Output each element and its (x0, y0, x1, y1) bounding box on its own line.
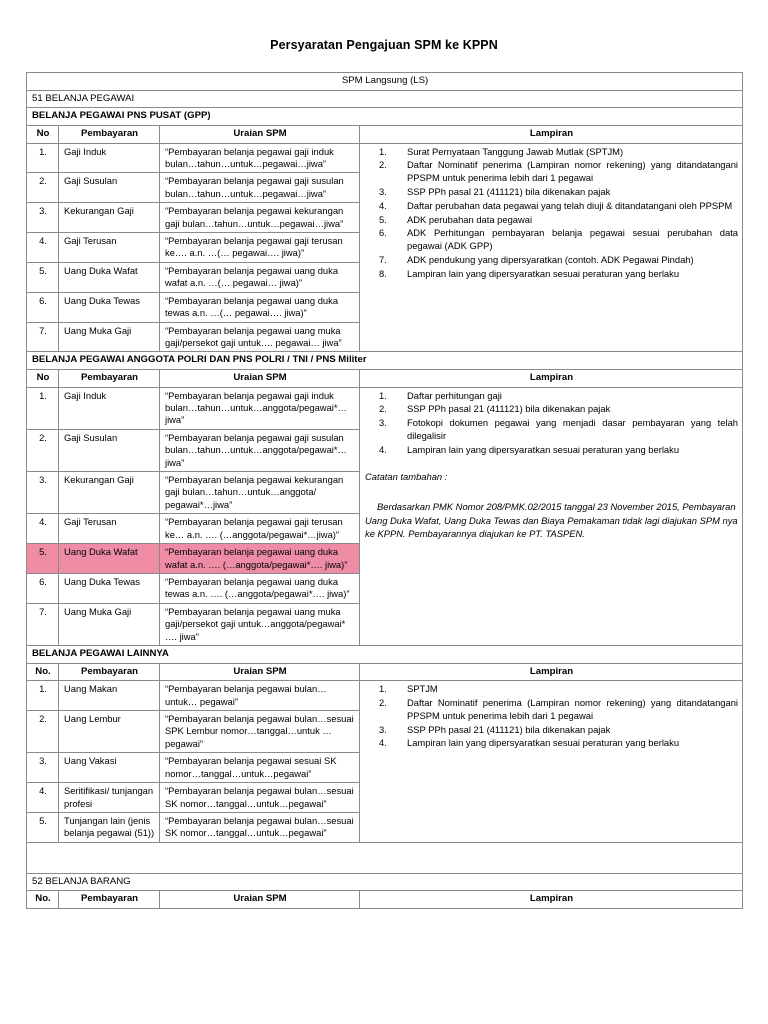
list-marker: 2. (379, 159, 387, 171)
list-text: Fotokopi dokumen pegawai yang menjadi dasar pembayaran yang telah dilegalisir (407, 417, 739, 441)
section-label-belanja-pegawai: 51 BELANJA PEGAWAI (27, 90, 743, 108)
catatan-heading: Catatan tambahan : (365, 470, 448, 482)
cell-no: 2. (27, 173, 59, 203)
banner-cell: SPM Langsung (LS) (27, 73, 743, 91)
cell-uraian: “Pembayaran belanja pegawai uang duka tewas a.n. …. (…anggota/pegawai*…. jiwa)” (160, 573, 360, 603)
cell-no: 6. (27, 292, 59, 322)
cell-uraian: “Pembayaran belanja pegawai uang duka wafat a.n. …. (…anggota/pegawai*…. jiwa)” (160, 544, 360, 574)
column-header-row-gpp (27, 125, 743, 143)
cell-no: 7. (27, 603, 59, 645)
col-header-no: No (27, 369, 59, 387)
banner-row (27, 73, 743, 91)
cell-no: 5. (27, 544, 59, 574)
list-marker: 5. (379, 213, 387, 225)
section-label-belanja-barang: 52 BELANJA BARANG (27, 873, 743, 891)
col-header-no: No (27, 125, 59, 143)
col-header-uraian: Uraian SPM (160, 369, 360, 387)
cell-uraian: “Pembayaran belanja pegawai gaji terusan ke…. a.n. …(… pegawai…. jiwa)” (160, 233, 360, 263)
col-header-uraian: Uraian SPM (160, 891, 360, 909)
list-text: SSP PPh pasal 21 (411121) bila dikenakan pajak (407, 723, 611, 735)
cell-uraian: “Pembayaran belanja pegawai gaji induk bulan…tahun…untuk…anggota/pegawai*…jiwa” (160, 387, 360, 429)
cell-pembayaran: Kekurangan Gaji (59, 203, 160, 233)
cell-uraian: “Pembayaran belanja pegawai bulan…sesuai SK nomor…tanggal…untuk…pegawai” (160, 812, 360, 842)
catatan-tambahan (365, 470, 738, 542)
col-header-no: No. (27, 663, 59, 681)
list-item (365, 268, 738, 281)
table-row (27, 143, 743, 173)
spacer-row (27, 842, 743, 873)
cell-pembayaran: Uang Makan (59, 681, 160, 711)
list-marker: 7. (379, 253, 387, 265)
cell-no: 2. (27, 429, 59, 471)
col-header-lampiran: Lampiran (360, 369, 743, 387)
list-text: SSP PPh pasal 21 (411121) bila dikenakan pajak (407, 185, 611, 197)
cell-no: 1. (27, 387, 59, 429)
list-item (365, 737, 738, 750)
list-marker: 3. (379, 417, 387, 429)
col-header-lampiran: Lampiran (360, 663, 743, 681)
subsection-row-polri (27, 352, 743, 370)
cell-no: 5. (27, 262, 59, 292)
lampiran-list-gpp (365, 146, 738, 281)
col-header-pembayaran: Pembayaran (59, 663, 160, 681)
list-item (365, 200, 738, 213)
cell-uraian: “Pembayaran belanja pegawai bulan…sesuai SPK Lembur nomor…tanggal…untuk …pegawai” (160, 711, 360, 753)
list-item (365, 683, 738, 696)
subsection-heading-lainnya: BELANJA PEGAWAI LAINNYA (27, 645, 743, 663)
cell-uraian: “Pembayaran belanja pegawai gaji induk bulan…tahun…untuk…pegawai…jiwa” (160, 143, 360, 173)
list-marker: 2. (379, 403, 387, 415)
cell-pembayaran: Gaji Induk (59, 143, 160, 173)
cell-pembayaran: Seritifikasi/ tunjangan profesi (59, 783, 160, 813)
list-item (365, 724, 738, 737)
cell-uraian: “Pembayaran belanja pegawai uang duka tewas a.n. …(… pegawai…. jiwa)” (160, 292, 360, 322)
cell-pembayaran: Kekurangan Gaji (59, 472, 160, 514)
list-item (365, 390, 738, 403)
list-item (365, 146, 738, 159)
cell-no: 3. (27, 203, 59, 233)
list-marker: 4. (379, 443, 387, 455)
cell-pembayaran: Uang Duka Wafat (59, 262, 160, 292)
cell-pembayaran: Uang Duka Tewas (59, 292, 160, 322)
cell-uraian: “Pembayaran belanja pegawai gaji susulan bulan…tahun…untuk…pegawai…jiwa” (160, 173, 360, 203)
page-title: Persyaratan Pengajuan SPM ke KPPN (270, 38, 498, 52)
section-row-belanja-barang (27, 873, 743, 891)
cell-pembayaran: Uang Duka Wafat (59, 544, 160, 574)
cell-lampiran-gpp (360, 143, 743, 352)
persyaratan-spm-table (26, 72, 743, 909)
list-marker: 3. (379, 185, 387, 197)
cell-uraian: “Pembayaran belanja pegawai sesuai SK nomor…tanggal…untuk…pegawai” (160, 753, 360, 783)
list-text: Daftar perubahan data pegawai yang telah diuji & ditandatangani oleh PPSPM (407, 199, 733, 211)
list-text: ADK Perhitungan pembayaran belanja pegawai sesuai perubahan data pegawai (ADK GPP) (407, 227, 739, 252)
subsection-row-lainnya (27, 645, 743, 663)
cell-pembayaran: Uang Lembur (59, 711, 160, 753)
column-header-row-lainnya (27, 663, 743, 681)
cell-no: 3. (27, 753, 59, 783)
cell-no: 5. (27, 812, 59, 842)
cell-uraian: “Pembayaran belanja pegawai gaji terusan ke… a.n. …. (…anggota/pegawai*…jiwa)” (160, 514, 360, 544)
cell-lampiran-polri (360, 387, 743, 645)
subsection-heading-gpp: BELANJA PEGAWAI PNS PUSAT (GPP) (27, 108, 743, 126)
lampiran-list-polri (365, 390, 738, 457)
list-item (365, 697, 738, 723)
column-header-row-polri (27, 369, 743, 387)
spacer-cell (27, 842, 743, 873)
list-text: SSP PPh pasal 21 (411121) bila dikenakan pajak (407, 403, 611, 415)
table-row (27, 387, 743, 429)
cell-no: 1. (27, 681, 59, 711)
col-header-pembayaran: Pembayaran (59, 369, 160, 387)
col-header-uraian: Uraian SPM (160, 125, 360, 143)
cell-no: 6. (27, 573, 59, 603)
column-header-row-barang (27, 891, 743, 909)
cell-uraian: “Pembayaran belanja pegawai bulan… untuk… pegawai” (160, 681, 360, 711)
cell-pembayaran: Uang Muka Gaji (59, 603, 160, 645)
cell-pembayaran: Gaji Terusan (59, 514, 160, 544)
list-marker: 1. (379, 389, 387, 401)
cell-no: 4. (27, 783, 59, 813)
col-header-uraian: Uraian SPM (160, 663, 360, 681)
subsection-row-gpp (27, 108, 743, 126)
cell-pembayaran: Gaji Susulan (59, 173, 160, 203)
cell-pembayaran: Uang Duka Tewas (59, 573, 160, 603)
list-item (365, 403, 738, 416)
cell-pembayaran: Gaji Susulan (59, 429, 160, 471)
cell-pembayaran: Tunjangan lain (jenis belanja pegawai (51)) (59, 812, 160, 842)
list-text: ADK pendukung yang dipersyaratkan (contoh. ADK Pegawai Pindah) (407, 253, 694, 265)
list-text: Lampiran lain yang dipersyaratkan sesuai peraturan yang berlaku (407, 443, 680, 455)
col-header-lampiran: Lampiran (360, 891, 743, 909)
subsection-heading-polri: BELANJA PEGAWAI ANGGOTA POLRI DAN PNS POLRI / TNI / PNS Militer (27, 352, 743, 370)
list-text: Surat Pernyataan Tanggung Jawab Mutlak (SPTJM) (407, 145, 624, 157)
col-header-no: No. (27, 891, 59, 909)
cell-no: 1. (27, 143, 59, 173)
table-body (27, 73, 743, 909)
list-marker: 1. (379, 145, 387, 157)
cell-uraian: “Pembayaran belanja pegawai uang duka wafat a.n. …(… pegawai… jiwa)” (160, 262, 360, 292)
list-text: ADK perubahan data pegawai (407, 213, 533, 225)
cell-uraian: “Pembayaran belanja pegawai kekurangan gaji bulan…tahun…untuk…anggota/ pegawai*…jiwa” (160, 472, 360, 514)
table-row (27, 681, 743, 711)
list-item (365, 444, 738, 457)
list-text: Daftar perhitungan gaji (407, 389, 502, 401)
cell-pembayaran: Gaji Terusan (59, 233, 160, 263)
list-text: SPTJM (407, 683, 438, 695)
list-text: Lampiran lain yang dipersyaratkan sesuai peraturan yang berlaku (407, 267, 680, 279)
cell-pembayaran: Uang Vakasi (59, 753, 160, 783)
section-row-belanja-pegawai (27, 90, 743, 108)
catatan-body: Berdasarkan PMK Nomor 208/PMK.02/2015 tanggal 23 November 2015, Pembayaran Uang Duka Wafat, Uang Duka Tewas dan Biaya Pemakaman tidak lagi diajukan SPM nya ke KPPN. Pembayarannya diajukan ke PT. TASPEN. (365, 501, 738, 540)
cell-uraian: “Pembayaran belanja pegawai uang muka gaji/persekot gaji untuk…. pegawai… jiwa” (160, 322, 360, 352)
cell-no: 4. (27, 233, 59, 263)
list-item (365, 227, 738, 253)
list-item (365, 159, 738, 185)
list-text: Lampiran lain yang dipersyaratkan sesuai peraturan yang berlaku (407, 737, 680, 749)
col-header-pembayaran: Pembayaran (59, 125, 160, 143)
list-item (365, 417, 738, 443)
lampiran-list-lainnya (365, 683, 738, 750)
list-item (365, 214, 738, 227)
list-marker: 3. (379, 723, 387, 735)
cell-no: 7. (27, 322, 59, 352)
cell-uraian: “Pembayaran belanja pegawai bulan…sesuai SK nomor…tanggal…untuk…pegawai” (160, 783, 360, 813)
list-text: Daftar Nominatif penerima (Lampiran nomor rekening) yang ditandatangani PPSPM untuk penerima lebih dari 1 pegawai (407, 697, 739, 721)
cell-uraian: “Pembayaran belanja pegawai kekurangan gaji bulan…tahun…untuk…pegawai…jiwa” (160, 203, 360, 233)
cell-lampiran-lainnya (360, 681, 743, 842)
list-marker: 6. (379, 227, 387, 239)
col-header-pembayaran: Pembayaran (59, 891, 160, 909)
col-header-lampiran: Lampiran (360, 125, 743, 143)
list-item (365, 254, 738, 267)
cell-uraian: “Pembayaran belanja pegawai uang muka gaji/persekot gaji untuk…anggota/pegawai* …. jiwa” (160, 603, 360, 645)
list-marker: 4. (379, 737, 387, 749)
cell-pembayaran: Uang Muka Gaji (59, 322, 160, 352)
list-item (365, 186, 738, 199)
cell-uraian: “Pembayaran belanja pegawai gaji susulan bulan…tahun…untuk…anggota/pegawai*…jiwa” (160, 429, 360, 471)
list-marker: 4. (379, 199, 387, 211)
cell-no: 4. (27, 514, 59, 544)
list-marker: 2. (379, 697, 387, 709)
cell-pembayaran: Gaji Induk (59, 387, 160, 429)
cell-no: 2. (27, 711, 59, 753)
cell-no: 3. (27, 472, 59, 514)
list-text: Daftar Nominatif penerima (Lampiran nomor rekening) yang ditandatangani PPSPM untuk penerima lebih dari 1 pegawai (407, 159, 739, 184)
list-marker: 1. (379, 683, 387, 695)
list-marker: 8. (379, 267, 387, 279)
